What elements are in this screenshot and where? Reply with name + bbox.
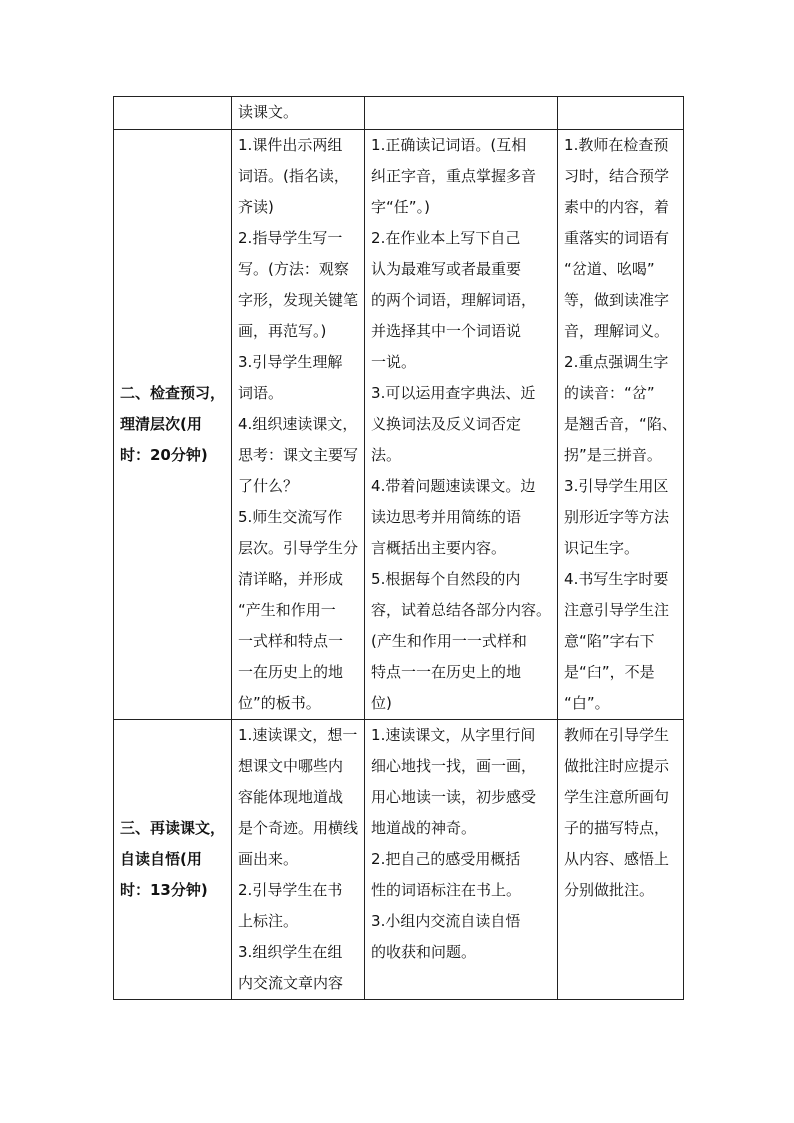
cell-text-line: 三、再读课文， [120, 819, 226, 837]
cell-text-line: 思考：课文主要写 [238, 446, 359, 464]
cell-text-line: 画，再范写。) [238, 322, 327, 340]
cell-text-line: 自读自悟(用 [120, 850, 202, 868]
cell-text-line: “白”。 [564, 694, 610, 712]
cell-text-line: 画出来。 [238, 850, 299, 868]
cell-text-line: 读边思考并用简练的语 [371, 508, 522, 526]
cell-text-line: 3.小组内交流自读自悟 [371, 912, 521, 930]
cell-text-line: 写。(方法：观察 [238, 260, 349, 278]
cell-text-line: 上标注。 [238, 912, 299, 930]
design-notes-cell [558, 97, 684, 130]
cell-text-line: (产生和作用一一式样和 [371, 632, 527, 650]
cell-text-line: 子的描写特点， [564, 819, 670, 837]
cell-text-line: 容，试着总结各部分内容。 [371, 601, 552, 619]
cell-text-line: 用心地读一读，初步感受 [371, 788, 537, 806]
lesson-plan-table [113, 96, 684, 1000]
cell-text-line: 音，理解词义。 [564, 322, 670, 340]
teacher-activity-cell [232, 130, 365, 720]
table-row [114, 720, 684, 1000]
cell-text-line: 做批注时应提示 [564, 757, 670, 775]
cell-text-line: 了什么？ [238, 477, 299, 495]
cell-text-line: 一式样和特点一 [238, 632, 344, 650]
cell-text-line: 时：20分钟) [120, 446, 208, 464]
cell-text-line: 一在历史上的地 [238, 663, 344, 681]
table-row [114, 97, 684, 130]
cell-text-line: 齐读) [238, 198, 274, 216]
cell-text-line: 细心地找一找，画一画， [371, 757, 537, 775]
cell-text-line: 法。 [371, 446, 402, 464]
student-activity-cell [365, 97, 558, 130]
cell-text-line: “岔道、吆喝” [564, 260, 655, 278]
cell-text-line: 词语。 [238, 384, 284, 402]
cell-text-line: 2.重点强调生字 [564, 353, 669, 371]
cell-text-line: 时：13分钟) [120, 881, 208, 899]
cell-text-line: 理清层次(用 [120, 415, 202, 433]
cell-text-line: 意“陷”字右下 [564, 632, 655, 650]
cell-text-line: 等，做到读准字 [564, 291, 670, 309]
cell-text-line: 想课文中哪些内 [238, 757, 344, 775]
cell-text-line: 识记生字。 [564, 539, 640, 557]
teacher-activity-cell [232, 720, 365, 1000]
cell-text-line: 位) [371, 694, 392, 712]
stage-cell [114, 97, 232, 130]
cell-text-line: 3.引导学生用区 [564, 477, 669, 495]
cell-text-line: 清详略，并形成 [238, 570, 344, 588]
cell-text-line: 读课文。 [238, 103, 299, 121]
cell-text-line: 地道战的神奇。 [371, 819, 477, 837]
cell-text-line: 的两个词语，理解词语， [371, 291, 537, 309]
cell-text-line: 3.组织学生在组 [238, 943, 343, 961]
cell-text-line: 3.可以运用查字典法、近 [371, 384, 536, 402]
cell-text-line: 二、检查预习， [120, 384, 226, 402]
stage-cell [114, 130, 232, 720]
cell-text-line: 并选择其中一个词语说 [371, 322, 522, 340]
cell-text-line: 是翘舌音，“陷、 [564, 415, 677, 433]
cell-text-line: 层次。引导学生分 [238, 539, 359, 557]
cell-text-line: 2.指导学生写一 [238, 229, 343, 247]
cell-text-line: 教师在引导学生 [564, 726, 670, 744]
cell-text-line: 是“臼”，不是 [564, 663, 655, 681]
cell-text-line: 字“任”。) [371, 198, 430, 216]
cell-text-line: 4.组织速读课文， [238, 415, 358, 433]
cell-text-line: 认为最难写或者最重要 [371, 260, 522, 278]
cell-text-line: 容能体现地道战 [238, 788, 344, 806]
cell-text-line: 5.师生交流写作 [238, 508, 343, 526]
cell-text-line: 2.在作业本上写下自己 [371, 229, 521, 247]
cell-text-line: 4.书写生字时要 [564, 570, 669, 588]
cell-text-line: 4.带着问题速读课文。边 [371, 477, 536, 495]
cell-text-line: 内交流文章内容 [238, 974, 344, 992]
teacher-activity-cell [232, 97, 365, 130]
cell-text-line: 义换词法及反义词否定 [371, 415, 522, 433]
cell-text-line: 特点一一在历史上的地 [371, 663, 522, 681]
cell-text-line: 从内容、感悟上 [564, 850, 670, 868]
cell-text-line: 学生注意所画句 [564, 788, 670, 806]
cell-text-line: 1.正确读记词语。(互相 [371, 136, 527, 154]
table-row [114, 130, 684, 720]
cell-text-line: 性的词语标注在书上。 [371, 881, 522, 899]
cell-text-line: 的读音：“岔” [564, 384, 655, 402]
design-notes-cell [558, 720, 684, 1000]
cell-text-line: 字形，发现关键笔 [238, 291, 359, 309]
cell-text-line: 习时，结合预学 [564, 167, 670, 185]
cell-text-line: 拐”是三拼音。 [564, 446, 662, 464]
cell-text-line: 的收获和问题。 [371, 943, 477, 961]
cell-text-line: 1.速读课文，想一 [238, 726, 358, 744]
cell-text-line: 3.引导学生理解 [238, 353, 343, 371]
cell-text-line: 2.引导学生在书 [238, 881, 343, 899]
cell-text-line: 5.根据每个自然段的内 [371, 570, 521, 588]
cell-text-line: 言概括出主要内容。 [371, 539, 507, 557]
cell-text-line: 素中的内容，着 [564, 198, 670, 216]
cell-text-line: 词语。(指名读， [238, 167, 349, 185]
student-activity-cell [365, 720, 558, 1000]
stage-cell [114, 720, 232, 1000]
cell-text-line: 分别做批注。 [564, 881, 655, 899]
cell-text-line: 1.课件出示两组 [238, 136, 343, 154]
cell-text-line: 1.教师在检查预 [564, 136, 669, 154]
cell-text-line: 别形近字等方法 [564, 508, 670, 526]
cell-text-line: 1.速读课文，从字里行间 [371, 726, 536, 744]
cell-text-line: 注意引导学生注 [564, 601, 670, 619]
cell-text-line: 2.把自己的感受用概括 [371, 850, 521, 868]
cell-text-line: 一说。 [371, 353, 417, 371]
cell-text-line: 是个奇迹。用横线 [238, 819, 359, 837]
student-activity-cell [365, 130, 558, 720]
cell-text-line: 纠正字音，重点掌握多音 [371, 167, 537, 185]
cell-text-line: “产生和作用一 [238, 601, 336, 619]
design-notes-cell [558, 130, 684, 720]
cell-text-line: 重落实的词语有 [564, 229, 670, 247]
cell-text-line: 位”的板书。 [238, 694, 321, 712]
